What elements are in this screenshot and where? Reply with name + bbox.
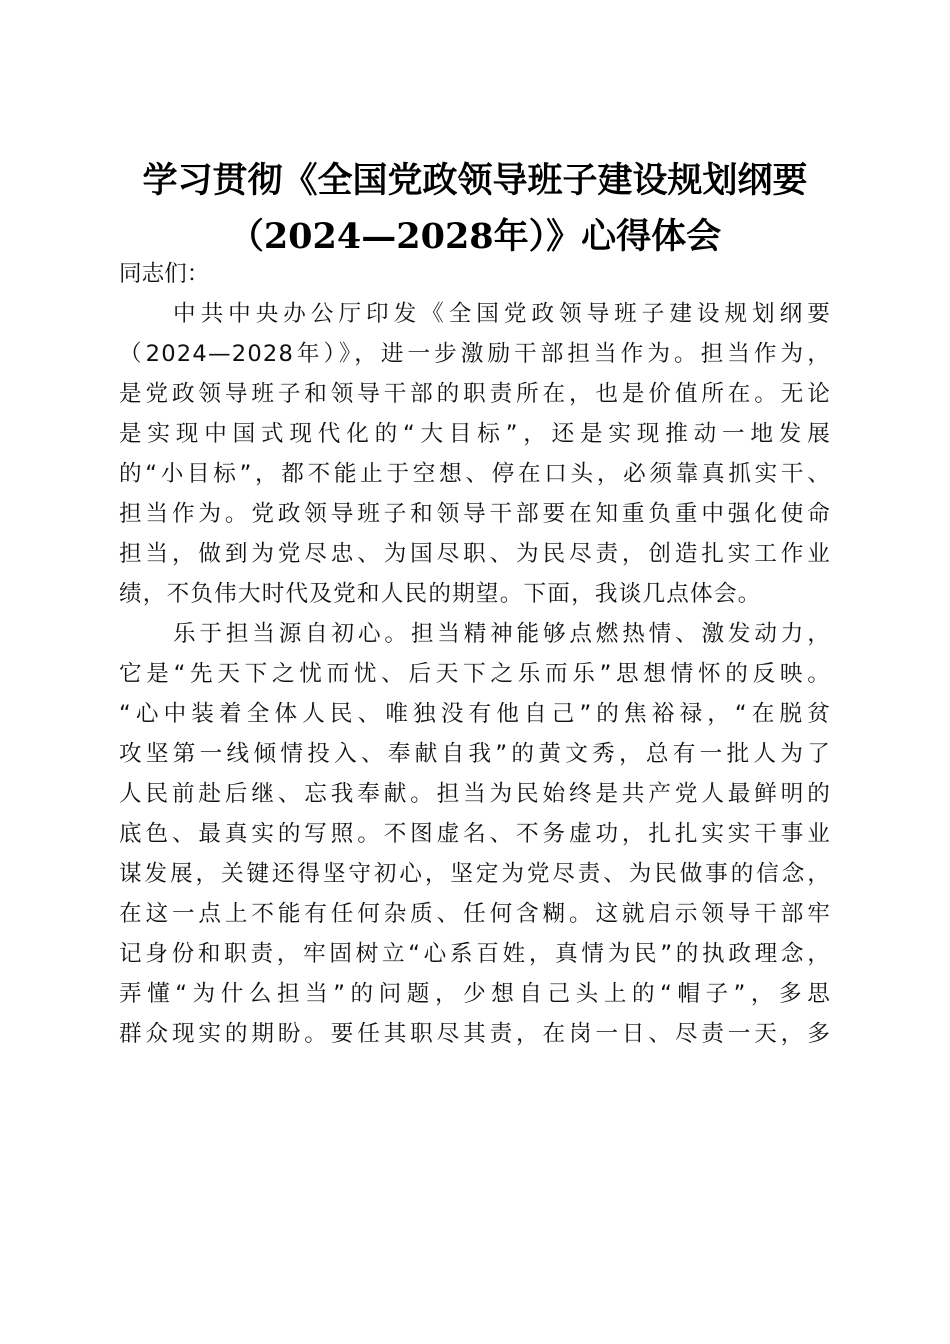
text-line: 担当，做到为党尽忠、为国尽职、为民尽责，创造扎实工作业 (119, 541, 831, 567)
text-line: 它是“先天下之忧而忧、后天下之乐而乐”思想情怀的反映。 (119, 661, 831, 687)
text-line: 底色、最真实的写照。不图虚名、不务虚功，扎扎实实干事业 (119, 821, 831, 847)
text-line: 担当作为。党政领导班子和领导干部要在知重负重中强化使命 (119, 501, 831, 527)
text-line: 谋发展，关键还得坚守初心，坚定为党尽责、为民做事的信念， (119, 861, 831, 887)
title-line-2: （2024—2028年）》心得体会 (228, 216, 722, 258)
text-line: 记身份和职责，牢固树立“心系百姓，真情为民”的执政理念， (119, 941, 831, 967)
text-line: 群众现实的期盼。要任其职尽其责，在岗一日、尽责一天，多 (119, 1021, 831, 1047)
paragraph-original-aspiration (119, 614, 831, 1054)
paragraph-intro (119, 294, 831, 614)
text-line: 攻坚第一线倾情投入、奉献自我”的黄文秀，总有一批人为了 (119, 741, 831, 767)
text-line: 中共中央办公厅印发《全国党政领导班子建设规划纲要 (173, 301, 831, 327)
title-line-1: 学习贯彻《全国党政领导班子建设规划纲要 (142, 160, 808, 202)
text-line: 在这一点上不能有任何杂质、任何含糊。这就启示领导干部牢 (119, 901, 831, 927)
text-line: 人民前赴后继、忘我奉献。担当为民始终是共产党人最鲜明的 (119, 781, 831, 807)
document-body (119, 254, 831, 1054)
text-line: 弄懂“为什么担当”的问题，少想自己头上的“帽子”，多思 (119, 981, 831, 1007)
text-line: “心中装着全体人民、唯独没有他自己”的焦裕禄，“在脱贫 (119, 701, 831, 727)
text-line: （2024—2028年）》，进一步激励干部担当作为。担当作为， (119, 341, 831, 367)
salutation: 同志们： (119, 261, 210, 287)
text-line: 绩，不负伟大时代及党和人民的期望。下面，我谈几点体会。 (119, 581, 762, 607)
text-line: 是实现中国式现代化的“大目标”，还是实现推动一地发展 (119, 421, 831, 447)
text-line: 是党政领导班子和领导干部的职责所在，也是价值所在。无论 (119, 381, 831, 407)
text-line: 的“小目标”，都不能止于空想、停在口头，必须靠真抓实干、 (119, 461, 831, 487)
document-title (60, 153, 890, 265)
text-line: 乐于担当源自初心。担当精神能够点燃热情、激发动力， (173, 621, 831, 647)
